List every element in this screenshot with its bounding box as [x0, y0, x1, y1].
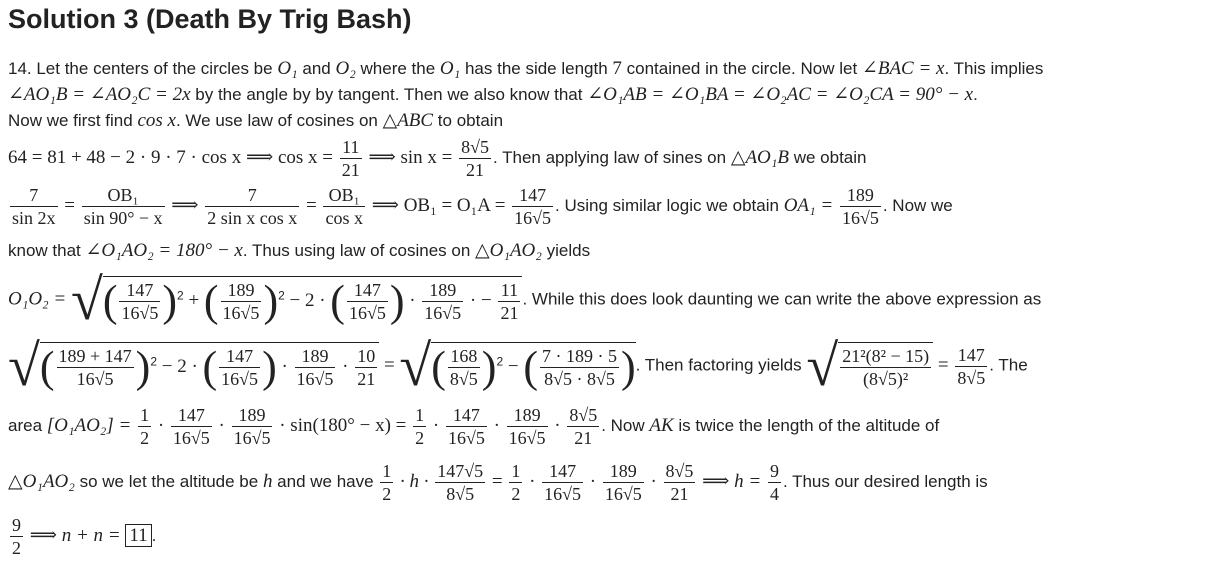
- math: h: [262, 470, 273, 492]
- denominator: 16√5: [233, 428, 271, 448]
- math: 7: [612, 58, 622, 79]
- denominator: 2: [12, 538, 21, 558]
- numerator: OB₁: [82, 184, 165, 207]
- math: △AO₁B: [730, 146, 789, 168]
- math: O₁: [439, 58, 461, 79]
- math: AK: [649, 414, 674, 436]
- denominator: 16√5: [76, 369, 114, 389]
- math: =: [64, 194, 75, 216]
- denominator: 2 sin x cos x: [207, 208, 298, 228]
- numerator: 1: [415, 405, 425, 425]
- sqrt-sign: √: [399, 333, 432, 398]
- paren: ): [263, 276, 279, 326]
- math: − 2 ·: [289, 289, 326, 311]
- numerator: 10: [357, 346, 376, 366]
- math: ·: [589, 470, 597, 492]
- denominator: 16√5: [348, 303, 386, 323]
- denominator: 16√5: [514, 208, 552, 228]
- denominator: 21: [357, 369, 376, 389]
- paren: (: [202, 342, 218, 392]
- paren: (: [102, 276, 118, 326]
- text: .: [973, 85, 978, 104]
- fraction: [347, 279, 388, 324]
- numerator: 147: [219, 345, 260, 368]
- fraction: [413, 404, 426, 449]
- paren: ): [262, 342, 277, 392]
- numerator: 7: [205, 184, 299, 207]
- numerator: 147: [512, 184, 553, 207]
- fraction: [380, 460, 393, 505]
- fraction: [422, 279, 463, 324]
- text: and: [297, 59, 336, 78]
- denominator: sin 2x: [12, 208, 56, 228]
- math: ⟹ n + n =: [29, 524, 121, 546]
- math: ⟹ sin x =: [368, 146, 453, 168]
- math: =: [491, 470, 503, 492]
- numerator: 189 + 147: [58, 346, 132, 366]
- fraction: [459, 136, 491, 181]
- text: has the side length: [460, 59, 613, 78]
- text: . Then factoring yields: [635, 355, 807, 375]
- denominator: 16√5: [447, 428, 485, 448]
- denominator: 2: [140, 428, 150, 448]
- numerator: 11: [498, 279, 520, 302]
- denominator: 21: [500, 303, 519, 323]
- fraction: [323, 184, 365, 229]
- math: ·: [281, 355, 288, 377]
- fraction: [340, 136, 362, 181]
- denominator: 21: [341, 160, 360, 180]
- math: 64 = 81 + 48 − 2 · 9 · 7 · cos x ⟹ cos x =: [8, 146, 333, 168]
- text: . Now: [601, 415, 650, 435]
- paren: ): [620, 342, 636, 392]
- paren: (: [203, 276, 219, 326]
- text-line-5: [8, 184, 953, 229]
- text: by the angle by by tangent. Then we also know that: [190, 85, 588, 104]
- fraction: [171, 404, 212, 449]
- text-line-8: [8, 333, 1028, 398]
- math: O₁O₂ =: [8, 288, 67, 310]
- fraction: [446, 404, 487, 449]
- numerator: 7: [10, 184, 58, 207]
- denominator: 16√5: [508, 428, 546, 448]
- math: =: [306, 194, 317, 216]
- fraction: [840, 184, 881, 229]
- fraction: [498, 279, 520, 324]
- math: ·: [157, 414, 165, 436]
- math: −: [507, 355, 519, 377]
- math: · h ·: [400, 470, 429, 492]
- fraction: [119, 279, 160, 324]
- math: ·: [218, 414, 225, 436]
- math: ∠BAC = x: [861, 58, 945, 79]
- text: . Now we: [882, 195, 953, 215]
- denominator: 16√5: [172, 428, 210, 448]
- numerator: 9: [769, 461, 779, 481]
- denominator: 21: [670, 484, 689, 504]
- sqrt-body: ( $\frac{147}{16√5}$ )$^2$ + ( $\frac{189}{16√5}$ )$^2$ − 2 · ( $\frac{147}{16√5}$ ) · $\frac{189}{16√5}$ · − $\frac{11}{21}$: [103, 276, 523, 324]
- math: ·: [342, 355, 349, 377]
- denominator: 2: [511, 484, 521, 504]
- numerator: 1: [140, 405, 150, 425]
- denominator: cos x: [325, 208, 363, 228]
- math: =: [937, 354, 949, 376]
- denominator: 16√5: [121, 303, 159, 323]
- text: to obtain: [433, 111, 504, 130]
- sqrt-sign: √: [806, 333, 839, 398]
- paren: ): [481, 342, 497, 392]
- math: +: [188, 289, 200, 311]
- math: ⟹: [171, 194, 199, 216]
- denominator: 16√5: [222, 303, 260, 323]
- denominator: 16√5: [424, 303, 462, 323]
- fraction: [10, 514, 23, 559]
- text-line-2: [8, 84, 978, 106]
- text: . Thus our desired length is: [782, 471, 988, 491]
- sqrt-body: ( $\frac{189 + 147}{16√5}$ )$^2$ − 2 · ( $\frac{147}{16√5}$ ) · $\frac{189}{16√5}$ · $\frac{10}{21}$: [40, 342, 379, 390]
- paren: (: [431, 342, 446, 392]
- numerator: 147: [171, 404, 212, 427]
- text-line-3: [8, 110, 503, 132]
- numerator: 147: [119, 279, 160, 302]
- text: 14. Let the centers of the circles be: [8, 59, 278, 78]
- math: ·: [432, 414, 440, 436]
- text: . While this does look daunting we can write the above expression as: [522, 289, 1042, 309]
- math: ·: [554, 414, 561, 436]
- fraction: [840, 345, 931, 390]
- numerator: 147√5: [437, 461, 484, 481]
- fraction: [542, 460, 583, 505]
- fraction: [448, 345, 480, 390]
- math: ⟹ OB₁ = O₁A =: [371, 194, 506, 216]
- fraction: [664, 460, 696, 505]
- fraction: [768, 460, 781, 505]
- text: we obtain: [788, 147, 867, 167]
- numerator: 189: [221, 279, 262, 302]
- math: =: [383, 354, 395, 376]
- math: [O₁AO₂] =: [46, 414, 132, 436]
- math: ·: [493, 414, 500, 436]
- fraction: [567, 404, 599, 449]
- sqrt-body: [838, 342, 933, 390]
- text: so we let the altitude be: [74, 471, 263, 491]
- numerator: 189: [295, 345, 336, 368]
- fraction: [82, 184, 165, 229]
- text: where the: [355, 59, 440, 78]
- fraction: [138, 404, 151, 449]
- numerator: OB₁: [323, 184, 365, 207]
- numerator: 11: [340, 136, 362, 159]
- text-line-6: [8, 240, 590, 262]
- denominator: 16√5: [544, 484, 582, 504]
- text-line-11: [8, 514, 156, 559]
- text: know that: [8, 241, 86, 260]
- numerator: 189: [603, 460, 644, 483]
- answer-box: 11: [125, 524, 151, 547]
- fraction: [295, 345, 336, 390]
- text-line-4: [8, 136, 866, 181]
- math: O₁: [277, 58, 298, 79]
- numerator: 8√5: [665, 461, 694, 481]
- sqrt-sign: √: [70, 267, 103, 332]
- numerator: 189: [507, 404, 548, 427]
- denominator: 8√5: [449, 369, 478, 389]
- denominator: 16√5: [296, 369, 334, 389]
- math: ·: [529, 470, 536, 492]
- fraction: [205, 184, 299, 229]
- text: Now we first find: [8, 111, 138, 130]
- text-line-7: [8, 267, 1042, 332]
- denominator: 16√5: [604, 484, 642, 504]
- numerator: 147: [955, 344, 987, 367]
- math: OA₁ =: [783, 194, 834, 216]
- numerator: 7 · 189 · 5: [541, 346, 617, 366]
- fraction: [507, 404, 548, 449]
- denominator: 8√5 · 8√5: [544, 369, 615, 389]
- text: . The: [989, 355, 1028, 375]
- math: ⟹ h =: [702, 470, 762, 492]
- page-title: Solution 3 (Death By Trig Bash): [8, 4, 412, 34]
- text: . Thus using law of cosines on: [242, 241, 476, 260]
- text: . Then applying law of sines on: [492, 147, 731, 167]
- math: ·: [409, 289, 416, 311]
- math: ∠O₁AO₂ = 180° − x: [85, 240, 243, 261]
- math: − 2 ·: [161, 355, 198, 377]
- paren: (: [523, 342, 538, 392]
- math: △O₁AO₂: [475, 240, 542, 261]
- denominator: (8√5)²: [863, 369, 909, 389]
- numerator: 147: [446, 404, 487, 427]
- denominator: 21: [574, 428, 593, 448]
- denominator: 4: [769, 484, 779, 504]
- fraction: [435, 460, 485, 505]
- math: · −: [469, 289, 492, 311]
- math: ·: [650, 470, 657, 492]
- numerator: 189: [422, 279, 463, 302]
- text: .: [151, 525, 157, 545]
- text: . We use law of cosines on: [175, 111, 383, 130]
- numerator: 189: [232, 404, 273, 427]
- text: is twice the length of the altitude of: [673, 415, 940, 435]
- text: . Using similar logic we obtain: [555, 195, 784, 215]
- fraction: [10, 184, 58, 229]
- text: and we have: [272, 471, 379, 491]
- math: cos x: [137, 110, 176, 131]
- fraction: [355, 345, 377, 390]
- paren: ): [135, 342, 151, 392]
- sqrt-sign: √: [8, 333, 40, 398]
- denominator: 8√5: [957, 367, 986, 388]
- text: . This implies: [944, 59, 1044, 78]
- denominator: sin 90° − x: [83, 208, 163, 228]
- math: · sin(180° − x) =: [279, 414, 407, 436]
- denominator: 2: [415, 428, 425, 448]
- math: O₂: [335, 58, 356, 79]
- text: area: [8, 415, 47, 435]
- numerator: 21²(8² − 15): [842, 346, 930, 366]
- sqrt-body: ( $\frac{168}{8√5}$ )$^2$ − ( $\frac{7 \cdot 189 \cdot 5}{8√5 \cdot 8√5}$ ): [431, 342, 636, 392]
- text: contained in the circle. Now let: [621, 59, 862, 78]
- text-line-1: [8, 58, 1043, 80]
- math: △O₁AO₂: [8, 470, 75, 492]
- fraction: [219, 345, 260, 390]
- text-line-10: [8, 460, 988, 505]
- paren: ): [162, 276, 178, 326]
- math: ∠AO₁B = ∠AO₂C = 2x: [8, 84, 191, 105]
- math: ∠O₁AB = ∠O₁BA = ∠O₂AC = ∠O₂CA = 90° − x: [587, 84, 974, 105]
- fraction: [955, 344, 987, 389]
- denominator: 21: [466, 160, 485, 180]
- numerator: 8√5: [569, 405, 598, 425]
- text: yields: [541, 241, 591, 260]
- fraction: [232, 404, 273, 449]
- numerator: 168: [448, 345, 480, 368]
- paren: (: [39, 342, 55, 392]
- denominator: 16√5: [841, 208, 879, 228]
- numerator: 8√5: [461, 137, 489, 157]
- fraction: [221, 279, 262, 324]
- math: △ABC: [382, 110, 434, 131]
- paren: ): [389, 276, 405, 326]
- numerator: 1: [511, 461, 521, 481]
- denominator: 16√5: [221, 369, 259, 389]
- fraction: [512, 184, 553, 229]
- numerator: 147: [542, 460, 583, 483]
- numerator: 147: [347, 279, 388, 302]
- fraction: [57, 345, 134, 390]
- fraction: [540, 345, 619, 390]
- fraction: [509, 460, 522, 505]
- denominator: 8√5: [446, 484, 475, 504]
- fraction: [603, 460, 644, 505]
- paren: (: [330, 276, 345, 326]
- numerator: 9: [12, 515, 21, 535]
- text-line-9: [8, 404, 939, 449]
- numerator: 1: [382, 461, 392, 481]
- numerator: 189: [840, 184, 881, 207]
- denominator: 2: [382, 484, 392, 504]
